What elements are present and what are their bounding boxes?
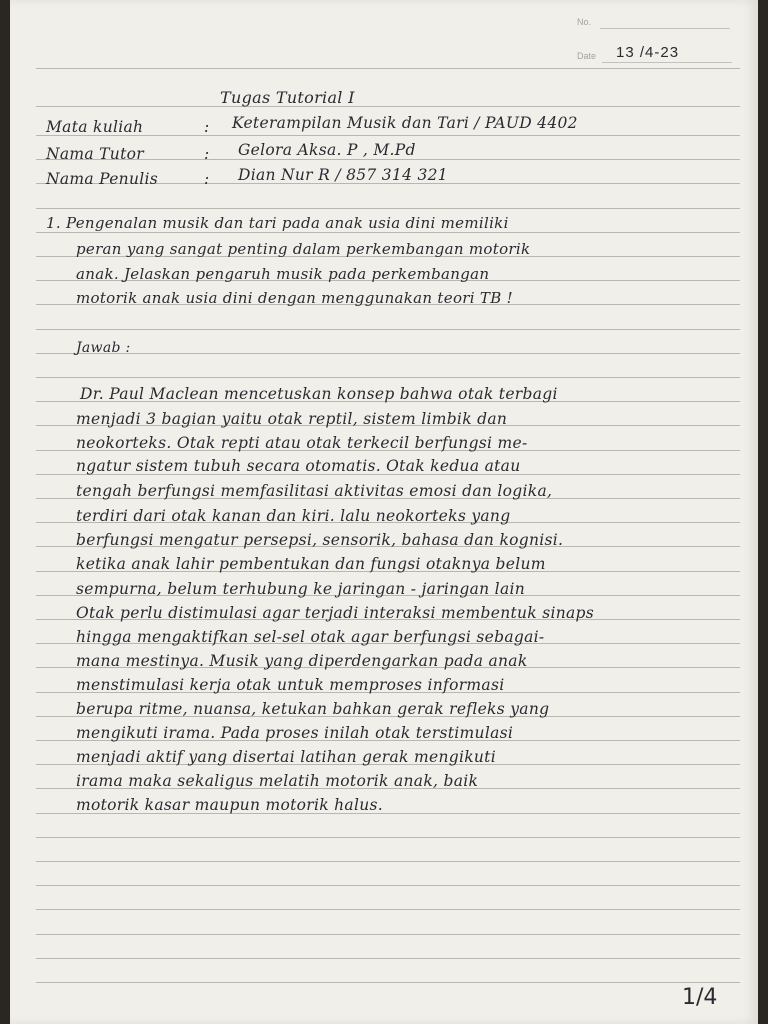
answer-line: terdiri dari otak kanan dan kiri. lalu neokorteks yang — [76, 507, 511, 525]
info-value-writer: Dian Nur R / 857 314 321 — [238, 166, 448, 184]
info-value-course: Keterampilan Musik dan Tari / PAUD 4402 — [232, 114, 578, 132]
answer-line: Dr. Paul Maclean mencetuskan konsep bahwa otak terbagi — [80, 385, 558, 403]
no-label: No. — [577, 17, 592, 27]
info-label-course: Mata kuliah — [46, 118, 144, 136]
ruled-line — [36, 208, 740, 209]
answer-line: menjadi 3 bagian yaitu otak reptil, sistem limbik dan — [76, 410, 508, 428]
answer-line: irama maka sekaligus melatih motorik anak, baik — [76, 772, 479, 790]
question-line: peran yang sangat penting dalam perkembangan motorik — [76, 240, 531, 258]
answer-line: Otak perlu distimulasi agar terjadi interaksi membentuk sinaps — [76, 604, 595, 622]
question-line: anak. Jelaskan pengaruh musik pada perkembangan — [76, 265, 490, 283]
ruled-line — [36, 232, 740, 233]
answer-line: tengah berfungsi memfasilitasi aktivitas emosi dan logika, — [76, 482, 553, 500]
ruled-line — [36, 68, 740, 69]
date-value: 13 /4-23 — [616, 44, 680, 61]
ruled-line — [36, 837, 740, 838]
answer-line: motorik kasar maupun motorik halus. — [76, 796, 383, 814]
ruled-line — [36, 982, 740, 983]
answer-line: neokorteks. Otak repti atau otak terkecil berfungsi me- — [76, 434, 528, 452]
date-field-line — [602, 62, 732, 63]
assignment-title: Tugas Tutorial I — [220, 88, 355, 107]
answer-line: menjadi aktif yang disertai latihan gerak mengikuti — [76, 748, 496, 766]
answer-line: mengikuti irama. Pada proses inilah otak terstimulasi — [76, 724, 514, 742]
ruled-line — [36, 934, 740, 935]
answer-line: ketika anak lahir pembentukan dan fungsi otaknya belum — [76, 555, 546, 573]
question-line: 1. Pengenalan musik dan tari pada anak usia dini memiliki — [46, 214, 509, 232]
notebook-page — [10, 0, 758, 1024]
date-label: Date — [577, 51, 597, 61]
info-sep-course: : — [204, 118, 210, 136]
answer-line: menstimulasi kerja otak untuk memproses informasi — [76, 676, 505, 694]
answer-label: Jawab : — [76, 340, 131, 356]
page-number: 1/4 — [682, 985, 718, 1010]
info-sep-writer: : — [204, 170, 210, 188]
answer-line: mana mestinya. Musik yang diperdengarkan pada anak — [76, 652, 528, 670]
ruled-line — [36, 329, 740, 330]
info-label-tutor: Nama Tutor — [46, 145, 144, 163]
question-line: motorik anak usia dini dengan menggunakan teori TB ! — [76, 289, 513, 307]
ruled-line — [36, 885, 740, 886]
answer-line: berupa ritme, nuansa, ketukan bahkan gerak refleks yang — [76, 700, 550, 718]
info-sep-tutor: : — [204, 145, 210, 163]
ruled-line — [36, 909, 740, 910]
ruled-line — [36, 377, 740, 378]
info-label-writer: Nama Penulis — [46, 170, 159, 188]
ruled-line — [36, 958, 740, 959]
answer-line: ngatur sistem tubuh secara otomatis. Otak kedua atau — [76, 457, 521, 475]
ruled-line — [36, 353, 740, 354]
answer-line: berfungsi mengatur persepsi, sensorik, bahasa dan kognisi. — [76, 531, 564, 549]
ruled-line — [36, 861, 740, 862]
answer-line: hingga mengaktifkan sel-sel otak agar berfungsi sebagai- — [76, 628, 545, 646]
info-value-tutor: Gelora Aksa. P , M.Pd — [238, 141, 416, 159]
ruled-line — [36, 106, 740, 107]
no-field-line — [600, 28, 730, 29]
answer-line: sempurna, belum terhubung ke jaringan - jaringan lain — [76, 580, 526, 598]
